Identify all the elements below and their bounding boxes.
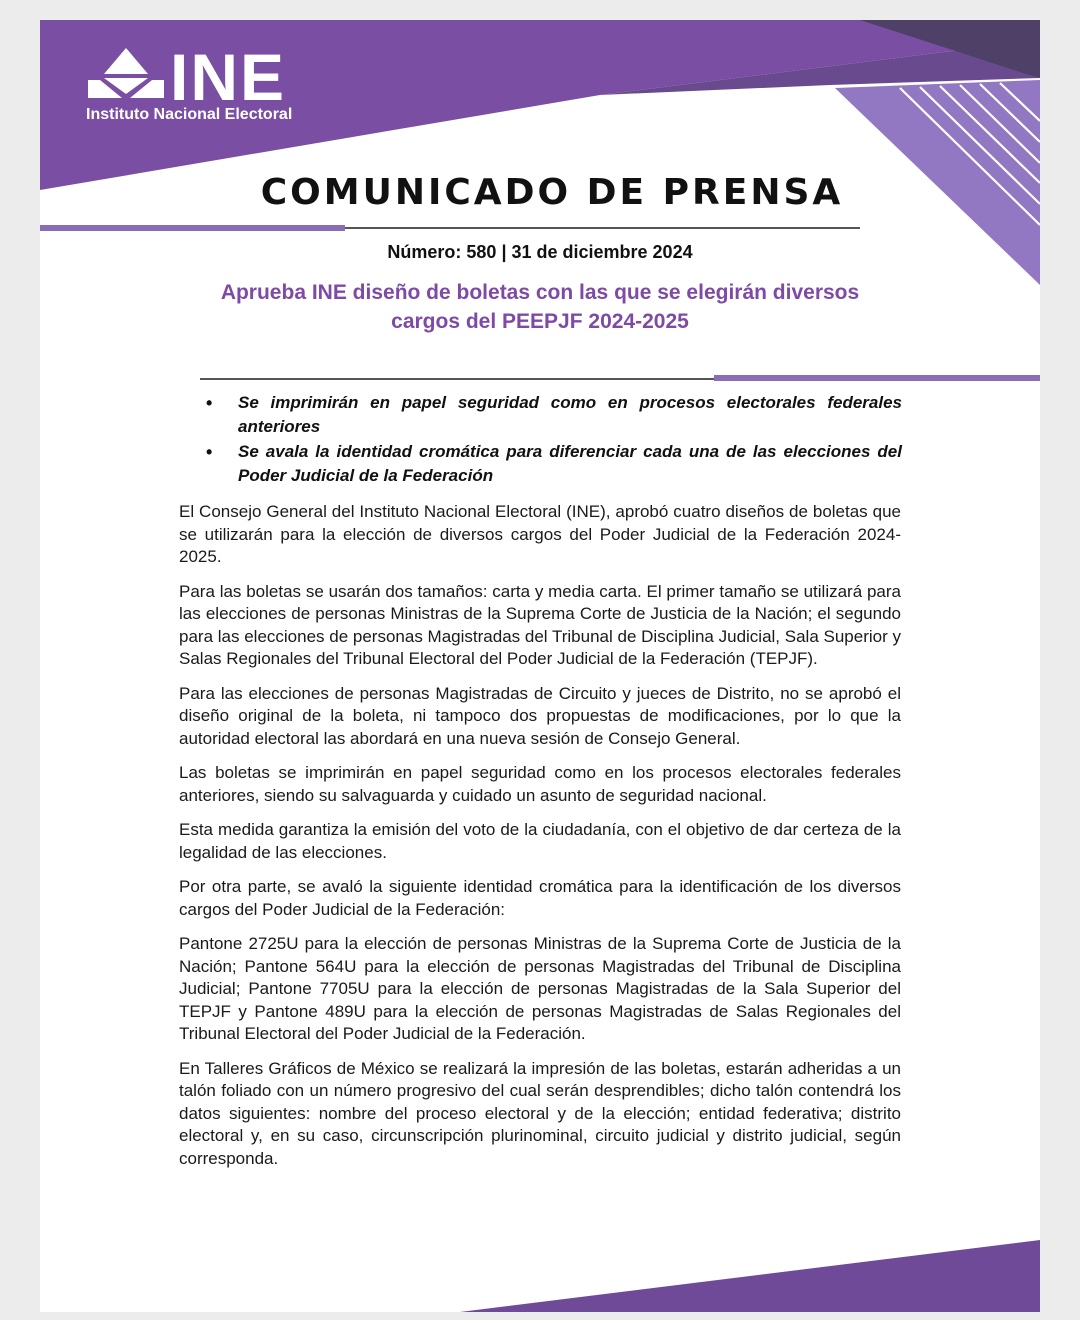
press-release-page (40, 20, 1040, 1312)
headline (180, 278, 900, 336)
highlight-item: • Se avala la identidad cromática para diferenciar cada una de las elecciones del Poder Judicial de la Federación (200, 440, 902, 488)
ine-logo (86, 40, 346, 126)
logo-subtitle: Instituto Nacional Electoral (86, 106, 293, 123)
body-paragraph: Para las boletas se usarán dos tamaños: carta y media carta. El primer tamaño se utilizará para las elecciones de personas Ministras de la Suprema Corte de Justicia de la Nación; el segundo para las elecciones de personas Magistradas del Tribunal de Disciplina Judicial, Sala Superior y Salas Regionales del Tribunal Electoral del Poder Judicial de la Federación (TEPJF). (179, 581, 901, 668)
body-paragraph: Pantone 2725U para la elección de personas Ministras de la Suprema Corte de Justicia de la Nación; Pantone 564U para la elección de personas Magistradas del Tribunal de Disciplina Judicial; Pantone 7705U para la elección de personas Magistradas de la Sala Superior del TEPJF y Pantone 489U para la elección de personas Magistradas de Salas Regionales del Tribunal Electoral del Poder Judicial de la Federación. (179, 934, 901, 1043)
footer-banner (40, 1232, 1040, 1312)
headline-line-1: Aprueba INE diseño de boletas con las que se elegirán diversos (220, 281, 860, 304)
section-divider-accent (714, 375, 1040, 381)
ine-emblem-icon (86, 46, 166, 106)
body-text (179, 501, 901, 1182)
body-paragraph: El Consejo General del Instituto Nacional Electoral (INE), aprobó cuatro diseños de boletas que se utilizarán para la elección de diversos cargos del Poder Judicial de la Federación 2024-2025. (179, 502, 901, 566)
body-paragraph: Para las elecciones de personas Magistradas de Circuito y jueces de Distrito, no se aprobó el diseño original de la boleta, ni tampoco dos propuestas de modificaciones, por lo que la autoridad electoral las abordará en una nueva sesión de Consejo General. (179, 683, 901, 748)
body-paragraph: Esta medida garantiza la emisión del voto de la ciudadanía, con el objetivo de dar certeza de la legalidad de las elecciones. (179, 820, 901, 862)
body-paragraph: Las boletas se imprimirán en papel seguridad como en los procesos electorales federales anteriores, siendo su salvaguarda y cuidado un asunto de seguridad nacional. (179, 763, 901, 805)
title-divider-accent (40, 225, 345, 231)
release-number: Número: 580 | 31 de diciembre 2024 (387, 242, 693, 262)
page-title: COMUNICADO DE PRENSA (260, 172, 844, 213)
highlights-list (200, 391, 902, 489)
body-paragraph: En Talleres Gráficos de México se realizará la impresión de las boletas, estarán adheridas a un talón foliado con un número progresivo del cual serán desprendibles; dicho talón contendrá los datos siguientes: nombre del proceso electoral y de la elección; entidad federativa; distrito electoral y, en su caso, circunscripción plurinominal, circuito judicial y distrito judicial, según corresponda. (179, 1058, 901, 1168)
headline-line-2: cargos del PEEPJF 2024-2025 (391, 310, 689, 333)
highlight-item: • Se imprimirán en papel seguridad como en procesos electorales federales anteriores (200, 391, 902, 439)
body-paragraph: Por otra parte, se avaló la siguiente identidad cromática para la identificación de los diversos cargos del Poder Judicial de la Federación: (179, 877, 901, 919)
logo-wordmark: INE (170, 40, 287, 114)
